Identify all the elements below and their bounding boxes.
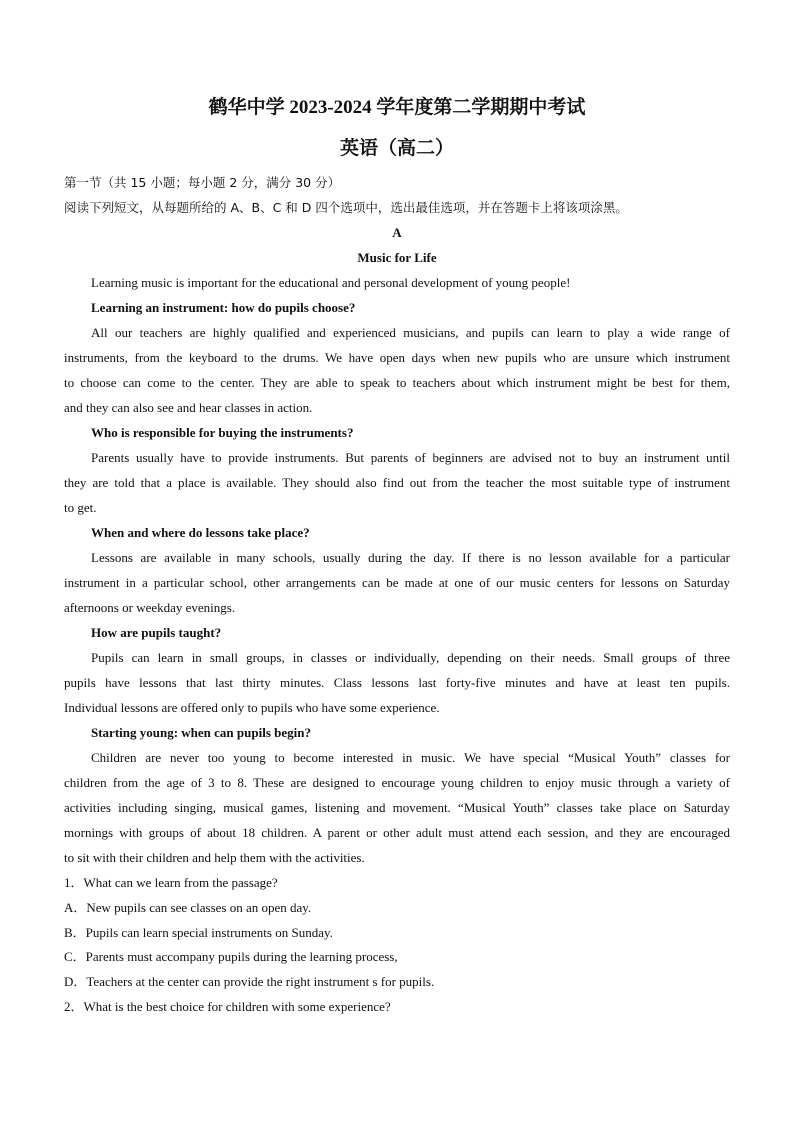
passage-title: Music for Life — [357, 250, 437, 265]
subheading-lesson-place: When and where do lessons take place? — [91, 525, 310, 540]
question-1: 1．What can we learn from the passage? — [64, 875, 278, 890]
paragraph-line: mornings with groups of about 18 children. A parent or other adult must attend each session, and they are encouraged — [64, 825, 730, 840]
paragraph-line: and they can also see and hear classes in action. — [64, 400, 313, 415]
passage-intro: Learning music is important for the educational and personal development of young people! — [91, 275, 571, 290]
paragraph-line: to sit with their children and help them with the activities. — [64, 850, 365, 865]
question-1-option-a: A．New pupils can see classes on an open day. — [64, 900, 312, 915]
subheading-how-taught: How are pupils taught? — [91, 625, 222, 640]
paragraph-line: Pupils can learn in small groups, in classes or individually, depending on their needs. Small groups of three — [91, 650, 730, 665]
question-1-option-d: D．Teachers at the center can provide the right instrument s for pupils. — [64, 974, 435, 989]
passage-label: A — [392, 225, 402, 240]
exam-subtitle: 英语（高二） — [339, 138, 454, 159]
paragraph-line: they are told that a place is available. They should also find out from the teacher the most suitable type of instrument — [64, 475, 730, 490]
subheading-starting-young: Starting young: when can pupils begin? — [91, 725, 311, 740]
paragraph-line: Children are never too young to become interested in music. We have special “Musical Youth” classes for — [91, 750, 730, 765]
question-1-option-b: B．Pupils can learn special instruments on Sunday. — [64, 925, 333, 940]
question-1-option-c: C．Parents must accompany pupils during the learning process, — [64, 949, 398, 964]
exam-title: 鹤华中学 2023-2024 学年度第二学期期中考试 — [208, 97, 586, 118]
paragraph-line: Lessons are available in many schools, usually during the day. If there is no lesson available for a particular — [91, 550, 730, 565]
paragraph-line: All our teachers are highly qualified and experienced musicians, and pupils can learn to play a wide range of — [91, 325, 730, 340]
paragraph-line: children from the age of 3 to 8. These are designed to encourage young children to enjoy music through a variety of — [64, 775, 730, 790]
subheading-choose-instrument: Learning an instrument: how do pupils choose? — [91, 300, 356, 315]
section-instruction: 阅读下列短文，从每题所给的 A、B、C 和 D 四个选项中，选出最佳选项，并在答题卡上将该项涂黑。 — [64, 200, 628, 215]
paragraph-line: instrument in a particular school, other arrangements can be made at one of our music centers for lessons on Saturday — [64, 575, 730, 590]
paragraph-line: Parents usually have to provide instruments. But parents of beginners are advised not to buy an instrument until — [91, 450, 730, 465]
paragraph-line: Individual lessons are offered only to pupils who have some experience. — [64, 700, 440, 715]
paragraph-line: instruments, from the keyboard to the drums. We have open days when new pupils who are unsure which instrument — [64, 350, 730, 365]
paragraph-line: activities including singing, musical games, listening and movement. “Musical Youth” classes take place on Saturday — [64, 800, 730, 815]
section-heading: 第一节（共 15 小题；每小题 2 分，满分 30 分） — [64, 175, 341, 190]
paragraph-line: to get. — [64, 500, 97, 515]
paragraph-line: to choose can come to the center. They are able to speak to teachers about which instrument might be best for them, — [64, 375, 730, 390]
question-2: 2．What is the best choice for children with some experience? — [64, 999, 391, 1014]
paragraph-line: pupils have lessons that last thirty minutes. Class lessons last forty-five minutes and have at least ten pupils. — [64, 675, 730, 690]
paragraph-line: afternoons or weekday evenings. — [64, 600, 236, 615]
subheading-buying-instruments: Who is responsible for buying the instruments? — [91, 425, 354, 440]
